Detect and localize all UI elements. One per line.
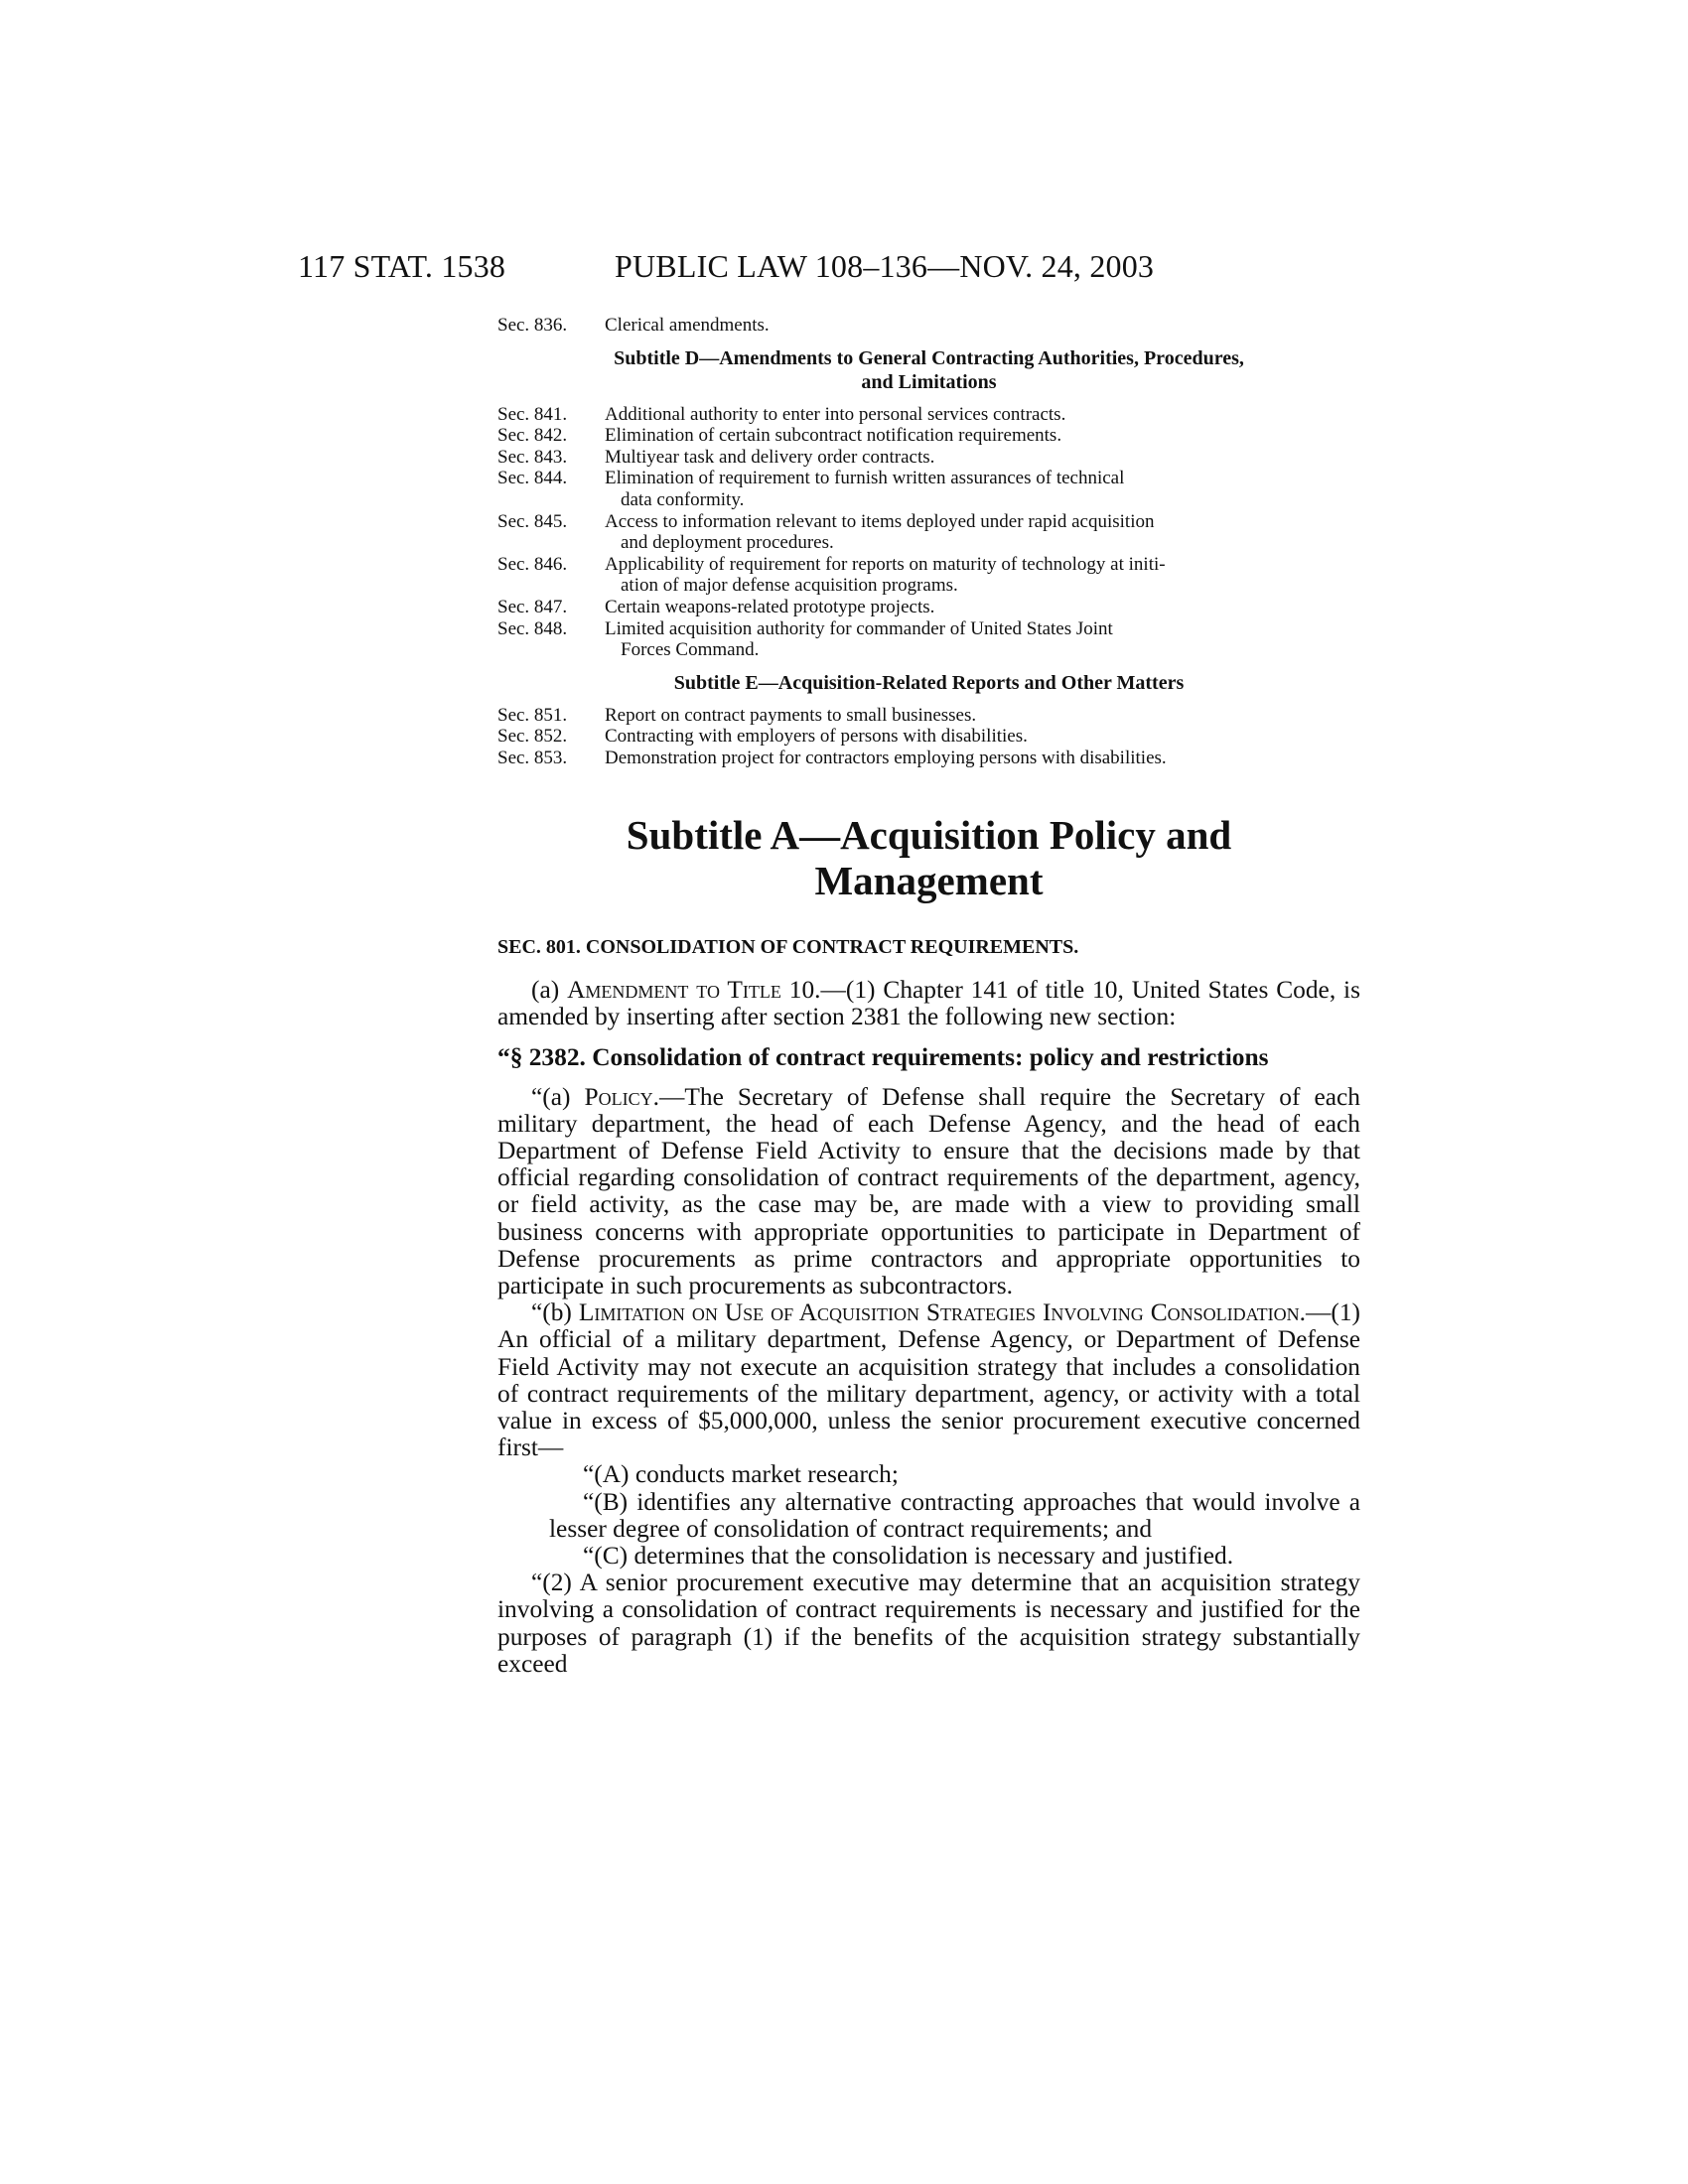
section-801-heading: SEC. 801. CONSOLIDATION OF CONTRACT REQUIREMENTS.: [497, 936, 1079, 958]
subparagraph-b: “(B) identifies any alternative contracting approaches that would involve a lesser degree of consolidation of contract requirements; and: [549, 1487, 1360, 1543]
subparagraph-c: “(C) determines that the consolidation is necessary and justified.: [583, 1542, 1234, 1570]
toc-item: [497, 404, 1360, 426]
toc-item: [497, 447, 1360, 469]
toc-section-number: Sec. 847.: [497, 596, 568, 617]
toc-subtitle-d-line1: Subtitle D—Amendments to General Contracting Authorities, Procedures,: [614, 346, 1244, 369]
toc-section-title: [605, 468, 1360, 510]
limitation-open: “(b): [531, 1298, 579, 1327]
limitation-text: .—(1) An official of a military department, Defense Agency, or Department of Defense Field Activity may not execute an acquisition strategy that includes a consolidation of contract requirements of the military department, agency, or activity with a total value in excess of $5,000,000, unless the senior procurement executive concerned first—: [497, 1298, 1360, 1462]
toc-item: [497, 425, 1360, 447]
toc-subtitle-e: Subtitle E—Acquisition-Related Reports and Other Matters: [673, 671, 1185, 694]
limitation-paragraph: [497, 1299, 1360, 1461]
toc-section-title: Additional authority to enter into personal services contracts.: [605, 403, 1066, 425]
toc-section-title: [605, 618, 1360, 661]
policy-caption: Policy: [584, 1082, 653, 1111]
amendment-open: (a): [531, 976, 568, 1004]
toc-section-title: Clerical amendments.: [605, 315, 770, 336]
subtitle-a-line2: Management: [814, 858, 1044, 903]
toc-subtitle-d: [497, 346, 1360, 394]
toc-title-line: Elimination of requirement to furnish written assurances of technical: [605, 468, 1125, 489]
toc-section-title: Multiyear task and delivery order contracts.: [605, 446, 935, 468]
toc-item: [497, 511, 1360, 554]
public-law-title: PUBLIC LAW 108–136—NOV. 24, 2003: [615, 248, 1155, 284]
policy-paragraph: [497, 1084, 1360, 1300]
toc-item: [497, 315, 1360, 337]
toc-section-title: [605, 511, 1360, 554]
section-2382-title: “§ 2382. Consolidation of contract requirements: policy and restrictions: [497, 1043, 1269, 1072]
toc-section-number: Sec. 851.: [497, 704, 568, 726]
toc-section-number: Sec. 841.: [497, 403, 568, 425]
subtitle-a-line1: Subtitle A—Acquisition Policy and: [626, 812, 1232, 858]
toc-section-number: Sec. 845.: [497, 510, 568, 532]
subparagraph-a: “(A) conducts market research;: [583, 1460, 899, 1489]
toc-section-number: Sec. 853.: [497, 747, 568, 768]
toc-subtitle-d-line2: and Limitations: [861, 370, 997, 393]
stat-page-number: 117 STAT. 1538: [298, 248, 506, 284]
toc-item: [497, 597, 1360, 618]
toc-section-number: Sec. 842.: [497, 425, 568, 447]
subtitle-a-heading: [497, 812, 1360, 903]
toc-section-number: Sec. 844.: [497, 468, 568, 489]
toc-title-line: Applicability of requirement for reports on maturity of technology at initi-: [605, 553, 1166, 575]
amendment-caption: Amendment to Title: [567, 976, 781, 1004]
toc-section-title: Certain weapons-related prototype projects.: [605, 596, 935, 617]
toc-title-line: Access to information relevant to items deployed under rapid acquisition: [605, 510, 1155, 532]
toc-item: [497, 618, 1360, 661]
table-of-contents: [497, 315, 1360, 769]
amendment-paragraph: [497, 977, 1360, 1030]
toc-section-title: Contracting with employers of persons with disabilities.: [605, 726, 1028, 748]
toc-title-continuation: ation of major defense acquisition programs.: [621, 575, 958, 597]
policy-text: .—The Secretary of Defense shall require the Secretary of each military department, the head of each Defense Agency, and the head of each Department of Defense Field Activity to ensure that the decisions made by that official regarding consolidation of contract requirements of the department, agency, or field activity, as the case may be, are made with a view to providing small business concerns with appropriate opportunities to participate in Department of Defense procurements as prime contractors and appropriate opportunities to participate in such procurements as subcontractors.: [497, 1082, 1360, 1300]
toc-section-number: Sec. 848.: [497, 617, 568, 639]
paragraph-2: “(2) A senior procurement executive may determine that an acquisition strategy involving a consolidation of contract requirements is necessary and justified for the purposes of paragraph (1) if the benefits of the acquisition strategy substantially exceed: [497, 1569, 1360, 1678]
toc-section-number: Sec. 836.: [497, 315, 568, 336]
statute-body: [497, 977, 1360, 1678]
toc-item: [497, 468, 1360, 510]
toc-item: [497, 726, 1360, 748]
toc-section-title: [605, 554, 1360, 597]
toc-section-title: Report on contract payments to small businesses.: [605, 704, 977, 726]
toc-item: [497, 705, 1360, 727]
toc-section-title: Elimination of certain subcontract notification requirements.: [605, 425, 1062, 447]
toc-section-number: Sec. 846.: [497, 553, 568, 575]
toc-title-line: Limited acquisition authority for commander of United States Joint: [605, 617, 1113, 639]
toc-section-number: Sec. 852.: [497, 726, 568, 748]
amendment-text: 10.—(1) Chapter 141 of title 10, United States Code, is amended by inserting after section 2381 the following new section:: [497, 976, 1360, 1031]
policy-open: “(a): [531, 1082, 585, 1111]
toc-section-title: Demonstration project for contractors employing persons with disabilities.: [605, 747, 1167, 768]
limitation-caption: Limitation on Use of Acquisition Strategies Involving Consolidation: [578, 1298, 1300, 1327]
toc-item: [497, 748, 1360, 769]
toc-title-continuation: Forces Command.: [621, 639, 760, 661]
toc-item: [497, 554, 1360, 597]
toc-title-continuation: and deployment procedures.: [621, 532, 834, 554]
toc-section-number: Sec. 843.: [497, 446, 568, 468]
toc-title-continuation: data conformity.: [621, 488, 745, 510]
